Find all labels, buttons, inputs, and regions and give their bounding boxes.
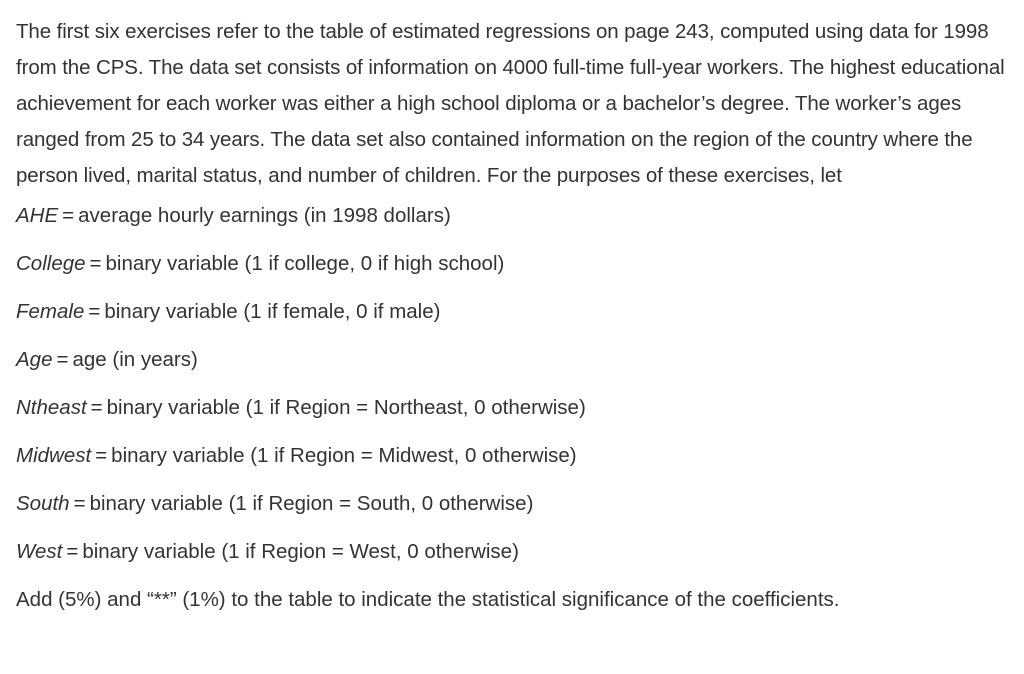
definition-west xyxy=(16,538,1006,586)
equals-sign: = xyxy=(89,252,102,275)
equals-sign: = xyxy=(62,204,75,227)
variable-description: average hourly earnings (in 1998 dollars) xyxy=(78,204,451,227)
equals-sign: = xyxy=(66,540,79,563)
equals-sign: = xyxy=(95,444,108,467)
variable-name: South xyxy=(16,492,70,515)
significance-instruction: Add (5%) and “**” (1%) to the table to indicate the statistical significance of the coefficients. xyxy=(16,588,840,611)
variable-name: Female xyxy=(16,300,85,323)
variable-description: binary variable (1 if Region = Northeast, 0 otherwise) xyxy=(106,396,586,419)
definition-ahe xyxy=(16,202,1006,250)
variable-description: binary variable (1 if female, 0 if male) xyxy=(104,300,441,323)
definition-female xyxy=(16,298,1006,346)
variable-description: binary variable (1 if college, 0 if high school) xyxy=(105,252,505,275)
variable-definitions-list xyxy=(16,202,1006,586)
definition-college xyxy=(16,250,1006,298)
equals-sign: = xyxy=(56,348,69,371)
definition-ntheast xyxy=(16,394,1006,442)
equals-sign: = xyxy=(88,300,101,323)
variable-name: Ntheast xyxy=(16,396,87,419)
variable-name: Midwest xyxy=(16,444,92,467)
equals-sign: = xyxy=(73,492,86,515)
definition-age xyxy=(16,346,1006,394)
equals-sign: = xyxy=(90,396,103,419)
definition-south xyxy=(16,490,1006,538)
variable-name: Age xyxy=(16,348,53,371)
variable-name: AHE xyxy=(16,204,59,227)
variable-name: College xyxy=(16,252,86,275)
variable-name: West xyxy=(16,540,63,563)
variable-description: binary variable (1 if Region = West, 0 otherwise) xyxy=(82,540,519,563)
intro-paragraph: The first six exercises refer to the table of estimated regressions on page 243, computed using data for 1998 from the CPS. The data set consists of information on 4000 full-time full-year workers. The highest educational achievement for each worker was either a high school diploma or a bachelor’s degree. The worker’s ages ranged from 25 to 34 years. The data set also contained information on the region of the country where the person lived, marital status, and number of children. For the purposes of these exercises, let xyxy=(16,20,1005,187)
variable-description: binary variable (1 if Region = South, 0 otherwise) xyxy=(89,492,534,515)
variable-description: binary variable (1 if Region = Midwest, 0 otherwise) xyxy=(111,444,577,467)
definition-midwest xyxy=(16,442,1006,490)
variable-description: age (in years) xyxy=(72,348,198,371)
